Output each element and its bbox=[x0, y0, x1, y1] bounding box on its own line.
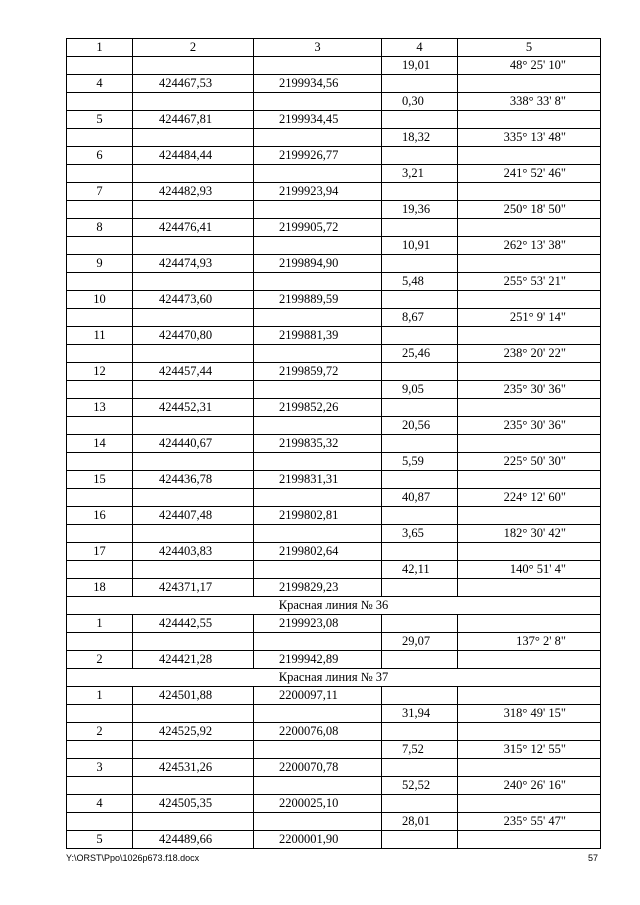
coord-y: 2199926,77 bbox=[254, 147, 382, 165]
segment-angle: 250° 18' 50" bbox=[458, 201, 601, 219]
empty-cell bbox=[458, 399, 601, 417]
segment-angle: 224° 12' 60" bbox=[458, 489, 601, 507]
point-number: 6 bbox=[67, 147, 133, 165]
segment-distance: 29,07 bbox=[382, 633, 458, 651]
segment-row bbox=[67, 777, 601, 795]
empty-cell bbox=[382, 723, 458, 741]
empty-cell bbox=[254, 633, 382, 651]
segment-angle: 48° 25' 10" bbox=[458, 57, 601, 75]
empty-cell bbox=[67, 57, 133, 75]
segment-distance: 19,36 bbox=[382, 201, 458, 219]
empty-cell bbox=[254, 777, 382, 795]
empty-cell bbox=[382, 75, 458, 93]
segment-angle: 140° 51' 4" bbox=[458, 561, 601, 579]
segment-angle: 182° 30' 42" bbox=[458, 525, 601, 543]
segment-angle: 338° 33' 8" bbox=[458, 93, 601, 111]
empty-cell bbox=[67, 525, 133, 543]
empty-cell bbox=[254, 381, 382, 399]
coord-x: 424467,53 bbox=[133, 75, 254, 93]
empty-cell bbox=[67, 309, 133, 327]
coord-y: 2199942,89 bbox=[254, 651, 382, 669]
segment-row bbox=[67, 705, 601, 723]
point-row bbox=[67, 507, 601, 525]
empty-cell bbox=[133, 381, 254, 399]
coord-y: 2200001,90 bbox=[254, 831, 382, 849]
coord-y: 2199905,72 bbox=[254, 219, 382, 237]
empty-cell bbox=[67, 237, 133, 255]
point-row bbox=[67, 543, 601, 561]
empty-cell bbox=[133, 237, 254, 255]
empty-cell bbox=[458, 795, 601, 813]
point-number: 18 bbox=[67, 579, 133, 597]
segment-row bbox=[67, 273, 601, 291]
coord-x: 424505,35 bbox=[133, 795, 254, 813]
coord-x: 424371,17 bbox=[133, 579, 254, 597]
empty-cell bbox=[458, 687, 601, 705]
coord-x: 424440,67 bbox=[133, 435, 254, 453]
empty-cell bbox=[67, 129, 133, 147]
coord-y: 2199852,26 bbox=[254, 399, 382, 417]
point-number: 4 bbox=[67, 795, 133, 813]
segment-distance: 0,30 bbox=[382, 93, 458, 111]
empty-cell bbox=[382, 543, 458, 561]
coord-x: 424482,93 bbox=[133, 183, 254, 201]
coord-y: 2199923,08 bbox=[254, 615, 382, 633]
empty-cell bbox=[254, 165, 382, 183]
segment-distance: 31,94 bbox=[382, 705, 458, 723]
point-row bbox=[67, 687, 601, 705]
empty-cell bbox=[254, 417, 382, 435]
empty-cell bbox=[67, 417, 133, 435]
empty-cell bbox=[254, 705, 382, 723]
point-number: 4 bbox=[67, 75, 133, 93]
segment-angle: 335° 13' 48" bbox=[458, 129, 601, 147]
empty-cell bbox=[382, 435, 458, 453]
coord-x: 424473,60 bbox=[133, 291, 254, 309]
point-row bbox=[67, 75, 601, 93]
segment-row bbox=[67, 489, 601, 507]
segment-distance: 7,52 bbox=[382, 741, 458, 759]
empty-cell bbox=[382, 219, 458, 237]
segment-row bbox=[67, 93, 601, 111]
coord-x: 424442,55 bbox=[133, 615, 254, 633]
empty-cell bbox=[254, 129, 382, 147]
empty-cell bbox=[254, 273, 382, 291]
coord-y: 2199802,64 bbox=[254, 543, 382, 561]
empty-cell bbox=[458, 183, 601, 201]
empty-cell bbox=[382, 615, 458, 633]
coord-x: 424501,88 bbox=[133, 687, 254, 705]
empty-cell bbox=[458, 111, 601, 129]
empty-cell bbox=[382, 795, 458, 813]
table-header-row bbox=[67, 39, 601, 57]
header-cell-2: 2 bbox=[133, 39, 254, 57]
empty-cell bbox=[67, 813, 133, 831]
empty-cell bbox=[382, 147, 458, 165]
empty-cell bbox=[67, 705, 133, 723]
point-number: 9 bbox=[67, 255, 133, 273]
empty-cell bbox=[254, 525, 382, 543]
segment-distance: 5,59 bbox=[382, 453, 458, 471]
empty-cell bbox=[382, 255, 458, 273]
coord-y: 2199859,72 bbox=[254, 363, 382, 381]
segment-distance: 10,91 bbox=[382, 237, 458, 255]
point-row bbox=[67, 363, 601, 381]
coord-y: 2199835,32 bbox=[254, 435, 382, 453]
segment-row bbox=[67, 561, 601, 579]
coord-y: 2200025,10 bbox=[254, 795, 382, 813]
point-number: 11 bbox=[67, 327, 133, 345]
point-row bbox=[67, 399, 601, 417]
empty-cell bbox=[382, 651, 458, 669]
header-cell-3: 3 bbox=[254, 39, 382, 57]
segment-distance: 8,67 bbox=[382, 309, 458, 327]
empty-cell bbox=[458, 291, 601, 309]
empty-cell bbox=[133, 165, 254, 183]
footer-page-number: 57 bbox=[588, 853, 599, 863]
empty-cell bbox=[67, 381, 133, 399]
point-number: 7 bbox=[67, 183, 133, 201]
empty-cell bbox=[254, 741, 382, 759]
empty-cell bbox=[254, 489, 382, 507]
empty-cell bbox=[133, 777, 254, 795]
coord-y: 2199881,39 bbox=[254, 327, 382, 345]
segment-angle: 241° 52' 46" bbox=[458, 165, 601, 183]
coord-y: 2200076,08 bbox=[254, 723, 382, 741]
empty-cell bbox=[458, 219, 601, 237]
coord-y: 2199923,94 bbox=[254, 183, 382, 201]
point-number: 5 bbox=[67, 111, 133, 129]
empty-cell bbox=[382, 327, 458, 345]
empty-cell bbox=[133, 201, 254, 219]
coord-y: 2199802,81 bbox=[254, 507, 382, 525]
coord-x: 424489,66 bbox=[133, 831, 254, 849]
point-row bbox=[67, 219, 601, 237]
section-title-row bbox=[67, 597, 601, 615]
coord-x: 424474,93 bbox=[133, 255, 254, 273]
coord-x: 424525,92 bbox=[133, 723, 254, 741]
header-cell-1: 1 bbox=[67, 39, 133, 57]
empty-cell bbox=[67, 93, 133, 111]
section-title: Красная линия № 36 bbox=[67, 597, 601, 615]
segment-distance: 18,32 bbox=[382, 129, 458, 147]
empty-cell bbox=[67, 453, 133, 471]
segment-angle: 240° 26' 16" bbox=[458, 777, 601, 795]
point-number: 16 bbox=[67, 507, 133, 525]
empty-cell bbox=[382, 687, 458, 705]
point-row bbox=[67, 615, 601, 633]
empty-cell bbox=[254, 561, 382, 579]
point-row bbox=[67, 327, 601, 345]
empty-cell bbox=[67, 201, 133, 219]
empty-cell bbox=[67, 345, 133, 363]
empty-cell bbox=[254, 345, 382, 363]
segment-angle: 262° 13' 38" bbox=[458, 237, 601, 255]
point-number: 14 bbox=[67, 435, 133, 453]
header-cell-5: 5 bbox=[458, 39, 601, 57]
segment-distance: 40,87 bbox=[382, 489, 458, 507]
point-number: 1 bbox=[67, 615, 133, 633]
empty-cell bbox=[254, 93, 382, 111]
empty-cell bbox=[133, 741, 254, 759]
point-row bbox=[67, 291, 601, 309]
coord-y: 2200097,11 bbox=[254, 687, 382, 705]
empty-cell bbox=[67, 165, 133, 183]
empty-cell bbox=[458, 651, 601, 669]
segment-distance: 3,65 bbox=[382, 525, 458, 543]
empty-cell bbox=[254, 201, 382, 219]
empty-cell bbox=[458, 435, 601, 453]
segment-distance: 42,11 bbox=[382, 561, 458, 579]
point-number: 13 bbox=[67, 399, 133, 417]
header-cell-4: 4 bbox=[382, 39, 458, 57]
footer-file-path: Y:\ORST\Ppo\1026p673.f18.docx bbox=[66, 853, 200, 863]
empty-cell bbox=[458, 579, 601, 597]
segment-row bbox=[67, 741, 601, 759]
empty-cell bbox=[133, 453, 254, 471]
empty-cell bbox=[133, 273, 254, 291]
segment-distance: 20,56 bbox=[382, 417, 458, 435]
segment-angle: 315° 12' 55" bbox=[458, 741, 601, 759]
segment-angle: 235° 30' 36" bbox=[458, 381, 601, 399]
coord-y: 2200070,78 bbox=[254, 759, 382, 777]
empty-cell bbox=[67, 777, 133, 795]
empty-cell bbox=[67, 633, 133, 651]
empty-cell bbox=[382, 111, 458, 129]
empty-cell bbox=[382, 831, 458, 849]
segment-angle: 318° 49' 15" bbox=[458, 705, 601, 723]
empty-cell bbox=[382, 183, 458, 201]
empty-cell bbox=[133, 705, 254, 723]
point-number: 10 bbox=[67, 291, 133, 309]
empty-cell bbox=[458, 471, 601, 489]
segment-angle: 235° 30' 36" bbox=[458, 417, 601, 435]
coord-y: 2199934,56 bbox=[254, 75, 382, 93]
empty-cell bbox=[382, 579, 458, 597]
empty-cell bbox=[458, 363, 601, 381]
segment-angle: 235° 55' 47" bbox=[458, 813, 601, 831]
coord-x: 424476,41 bbox=[133, 219, 254, 237]
coord-x: 424407,48 bbox=[133, 507, 254, 525]
empty-cell bbox=[458, 147, 601, 165]
empty-cell bbox=[67, 489, 133, 507]
segment-angle: 238° 20' 22" bbox=[458, 345, 601, 363]
point-number: 5 bbox=[67, 831, 133, 849]
empty-cell bbox=[458, 543, 601, 561]
empty-cell bbox=[254, 453, 382, 471]
point-number: 15 bbox=[67, 471, 133, 489]
segment-distance: 19,01 bbox=[382, 57, 458, 75]
coord-y: 2199889,59 bbox=[254, 291, 382, 309]
segment-angle: 255° 53' 21" bbox=[458, 273, 601, 291]
segment-row bbox=[67, 453, 601, 471]
coord-x: 424470,80 bbox=[133, 327, 254, 345]
empty-cell bbox=[458, 255, 601, 273]
point-row bbox=[67, 111, 601, 129]
coord-x: 424467,81 bbox=[133, 111, 254, 129]
segment-distance: 9,05 bbox=[382, 381, 458, 399]
segment-distance: 25,46 bbox=[382, 345, 458, 363]
empty-cell bbox=[254, 237, 382, 255]
coord-x: 424436,78 bbox=[133, 471, 254, 489]
empty-cell bbox=[382, 291, 458, 309]
coord-x: 424457,44 bbox=[133, 363, 254, 381]
point-number: 12 bbox=[67, 363, 133, 381]
segment-angle: 251° 9' 14" bbox=[458, 309, 601, 327]
point-row bbox=[67, 147, 601, 165]
empty-cell bbox=[458, 507, 601, 525]
coord-x: 424531,26 bbox=[133, 759, 254, 777]
segment-distance: 52,52 bbox=[382, 777, 458, 795]
empty-cell bbox=[133, 561, 254, 579]
empty-cell bbox=[67, 561, 133, 579]
point-row bbox=[67, 183, 601, 201]
point-number: 3 bbox=[67, 759, 133, 777]
empty-cell bbox=[458, 75, 601, 93]
empty-cell bbox=[133, 417, 254, 435]
empty-cell bbox=[67, 741, 133, 759]
empty-cell bbox=[382, 759, 458, 777]
empty-cell bbox=[254, 57, 382, 75]
empty-cell bbox=[458, 327, 601, 345]
empty-cell bbox=[67, 273, 133, 291]
segment-distance: 5,48 bbox=[382, 273, 458, 291]
point-number: 8 bbox=[67, 219, 133, 237]
empty-cell bbox=[458, 723, 601, 741]
point-row bbox=[67, 579, 601, 597]
point-number: 2 bbox=[67, 651, 133, 669]
coord-x: 424484,44 bbox=[133, 147, 254, 165]
empty-cell bbox=[254, 309, 382, 327]
segment-row bbox=[67, 129, 601, 147]
point-number: 17 bbox=[67, 543, 133, 561]
section-title: Красная линия № 37 bbox=[67, 669, 601, 687]
empty-cell bbox=[133, 309, 254, 327]
point-number: 2 bbox=[67, 723, 133, 741]
empty-cell bbox=[382, 507, 458, 525]
segment-row bbox=[67, 237, 601, 255]
segment-row bbox=[67, 417, 601, 435]
segment-distance: 3,21 bbox=[382, 165, 458, 183]
empty-cell bbox=[133, 813, 254, 831]
segment-angle: 137° 2' 8" bbox=[458, 633, 601, 651]
coord-x: 424403,83 bbox=[133, 543, 254, 561]
segment-row bbox=[67, 525, 601, 543]
empty-cell bbox=[254, 813, 382, 831]
point-row bbox=[67, 651, 601, 669]
section-title-row bbox=[67, 669, 601, 687]
empty-cell bbox=[382, 363, 458, 381]
coord-y: 2199934,45 bbox=[254, 111, 382, 129]
empty-cell bbox=[458, 615, 601, 633]
point-row bbox=[67, 435, 601, 453]
empty-cell bbox=[133, 489, 254, 507]
empty-cell bbox=[133, 633, 254, 651]
empty-cell bbox=[382, 471, 458, 489]
empty-cell bbox=[382, 399, 458, 417]
segment-row bbox=[67, 57, 601, 75]
empty-cell bbox=[133, 57, 254, 75]
segment-row bbox=[67, 813, 601, 831]
empty-cell bbox=[133, 129, 254, 147]
segment-row bbox=[67, 165, 601, 183]
coord-y: 2199894,90 bbox=[254, 255, 382, 273]
coord-y: 2199829,23 bbox=[254, 579, 382, 597]
coord-y: 2199831,31 bbox=[254, 471, 382, 489]
point-number: 1 bbox=[67, 687, 133, 705]
point-row bbox=[67, 723, 601, 741]
point-row bbox=[67, 831, 601, 849]
empty-cell bbox=[133, 525, 254, 543]
coordinates-table bbox=[66, 38, 601, 849]
segment-row bbox=[67, 381, 601, 399]
empty-cell bbox=[133, 93, 254, 111]
segment-angle: 225° 50' 30" bbox=[458, 453, 601, 471]
empty-cell bbox=[458, 831, 601, 849]
segment-row bbox=[67, 345, 601, 363]
segment-row bbox=[67, 201, 601, 219]
point-row bbox=[67, 471, 601, 489]
segment-distance: 28,01 bbox=[382, 813, 458, 831]
empty-cell bbox=[133, 345, 254, 363]
coord-x: 424452,31 bbox=[133, 399, 254, 417]
point-row bbox=[67, 255, 601, 273]
point-row bbox=[67, 795, 601, 813]
empty-cell bbox=[458, 759, 601, 777]
coord-x: 424421,28 bbox=[133, 651, 254, 669]
segment-row bbox=[67, 633, 601, 651]
segment-row bbox=[67, 309, 601, 327]
point-row bbox=[67, 759, 601, 777]
